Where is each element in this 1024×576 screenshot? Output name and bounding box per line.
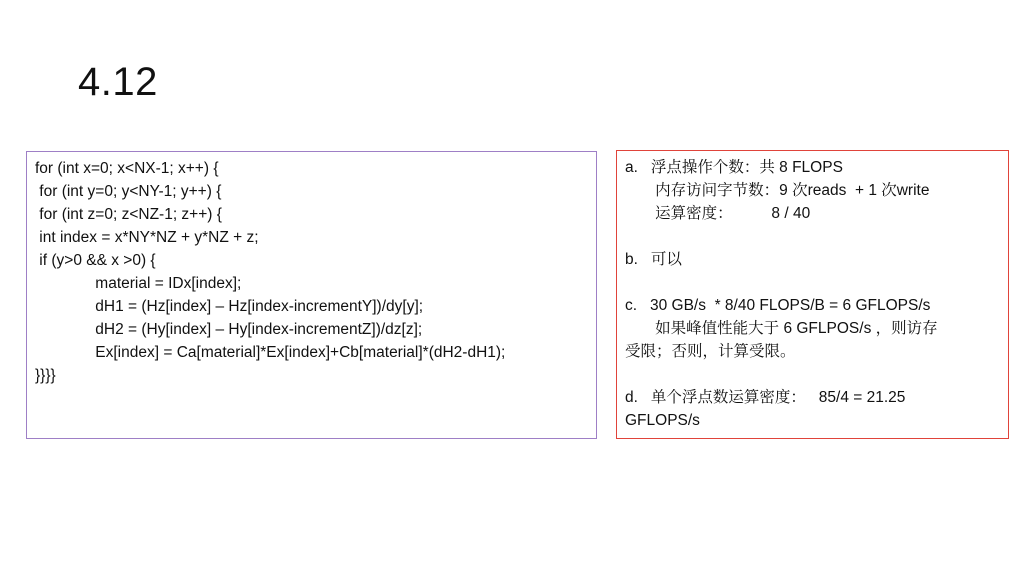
answer-a-line-3: 运算密度： 8 / 40 — [625, 205, 811, 222]
code-line: for (int x=0; x<NX-1; x++) { — [35, 160, 219, 177]
code-line: for (int z=0; z<NZ-1; z++) { — [35, 206, 222, 223]
answer-c-line-2: 如果峰值性能大于 6 GFLPOS/s ，则访存 — [625, 320, 938, 337]
answer-d-line-1: d. 单个浮点数运算密度： 85/4 = 21.25 — [625, 389, 906, 406]
code-line: material = IDx[index]; — [35, 275, 242, 292]
code-line: for (int y=0; y<NY-1; y++) { — [35, 183, 222, 200]
code-line: if (y>0 && x >0) { — [35, 252, 156, 269]
code-line: dH1 = (Hz[index] – Hz[index-incrementY])/dy[y]; — [35, 298, 424, 315]
code-line: }}}} — [35, 367, 56, 384]
spacer — [625, 363, 1000, 386]
answer-a-line-2: 内存访问字节数：9 次reads + 1 次write — [625, 182, 930, 199]
spacer — [625, 225, 1000, 248]
slide-title: 4.12 — [78, 60, 158, 104]
answer-a-line-1: a. 浮点操作个数：共 8 FLOPS — [625, 159, 843, 176]
code-box — [26, 151, 597, 439]
answer-b-line-1: b. 可以 — [625, 251, 682, 268]
answer-c-line-1: c. 30 GB/s * 8/40 FLOPS/B = 6 GFLOPS/s — [625, 297, 931, 314]
answer-box — [616, 150, 1009, 439]
code-line: int index = x*NY*NZ + y*NZ + z; — [35, 229, 259, 246]
code-line: Ex[index] = Ca[material]*Ex[index]+Cb[material]*(dH2-dH1); — [35, 344, 506, 361]
answer-d-line-2: GFLOPS/s — [625, 412, 700, 429]
answer-c-line-3: 受限；否则，计算受限。 — [625, 343, 796, 360]
spacer — [625, 271, 1000, 294]
code-line: dH2 = (Hy[index] – Hy[index-incrementZ])/dz[z]; — [35, 321, 423, 338]
